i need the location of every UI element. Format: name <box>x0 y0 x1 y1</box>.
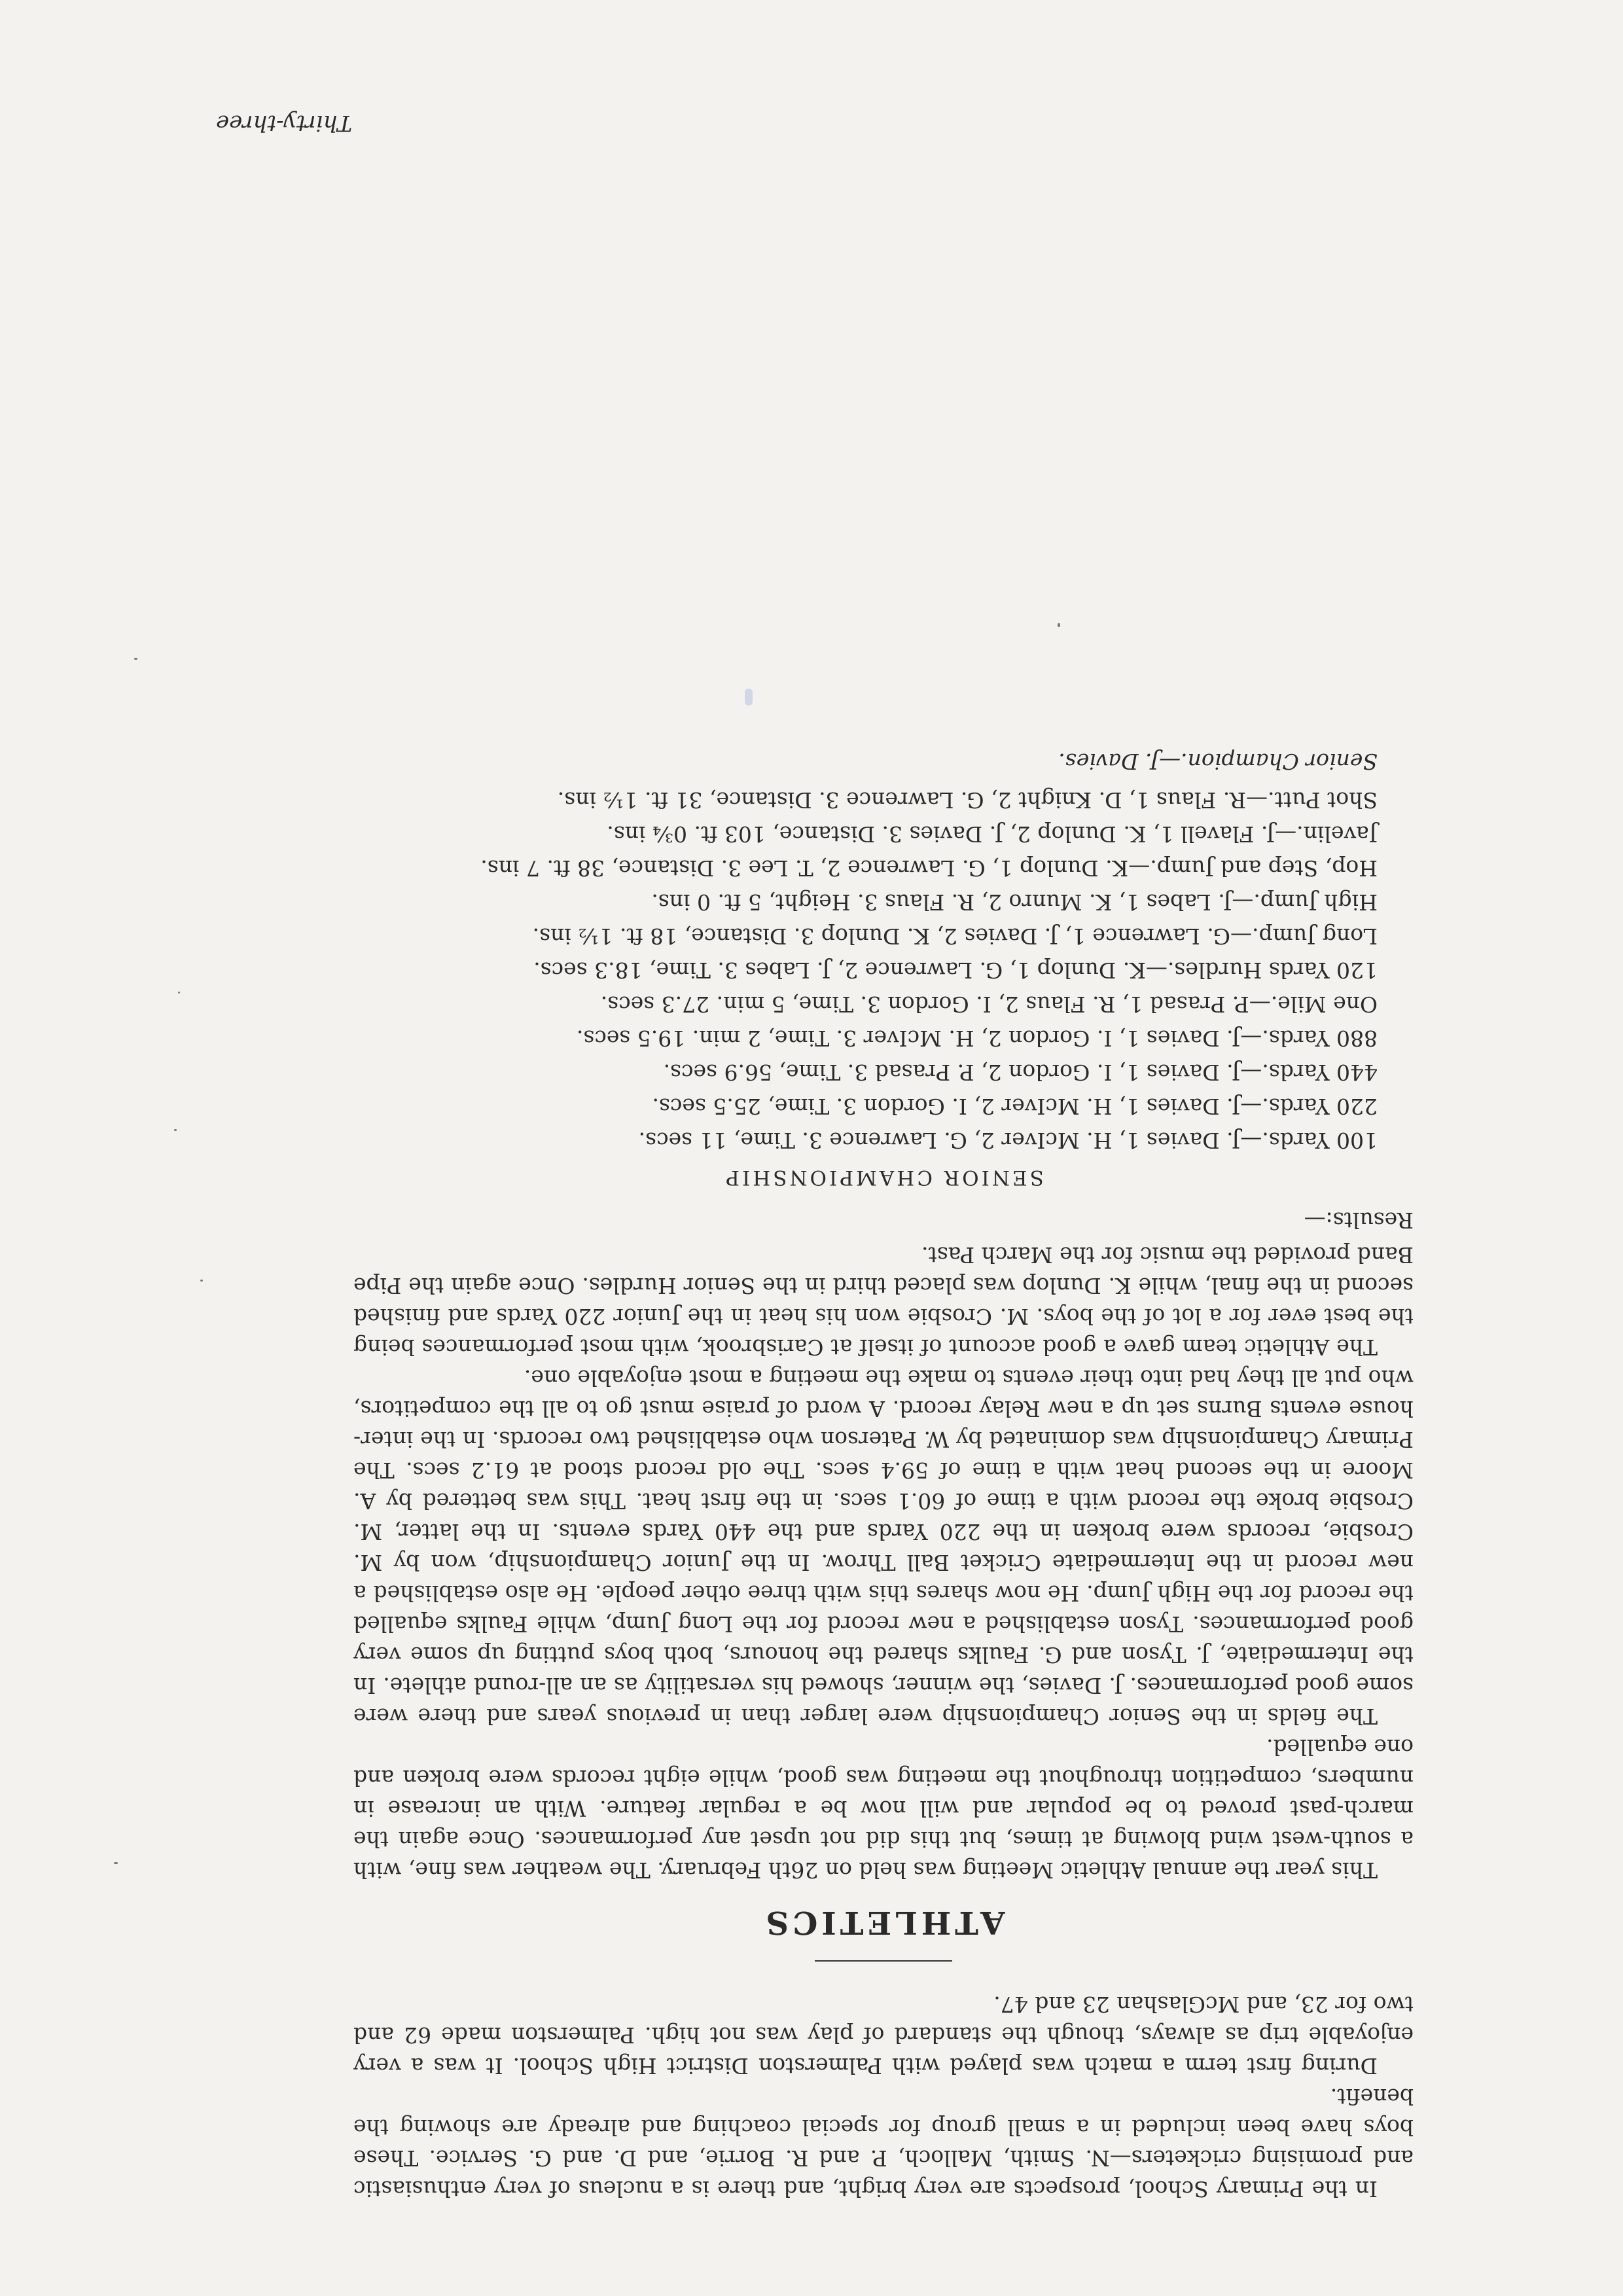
athletics-heading: ATHLETICS <box>762 1904 1005 1941</box>
scan-speck <box>1058 623 1060 627</box>
results-list <box>353 785 1414 1155</box>
result-440-yards: 440 Yards.—J. Davies 1, I. Gordon 2, P. Prasad 3. Time, 56.9 secs. <box>663 1060 1378 1085</box>
cricket-paragraph-1: In the Primary School, prospects are very bright, and there is a nucleus of very enthusiastic and promising cricketers—N. Smith, Malloch, P. and R. Borrie, and D. and G. Service. These boys have been included in a small group for special coaching and already are showing the benefit. <box>353 2084 1414 2202</box>
result-220-yards: 220 Yards.—J. Davies 1, H. McIver 2, I. Gordon 3. Time, 25.5 secs. <box>652 1094 1378 1119</box>
result-100-yards: 100 Yards.—J. Davies 1, H. McIver 2, G. Lawrence 3. Time, 11 secs. <box>638 1128 1378 1153</box>
result-long-jump: Long Jump.—G. Lawrence 1, J. Davies 2, K. Dunlop 3. Distance, 18 ft. 1½ ins. <box>532 924 1378 949</box>
result-hop-step-jump: Hop, Step and Jump.—K. Dunlop 1, G. Lawrence 2, T. Lee 3. Distance, 38 ft. 7 ins. <box>480 855 1378 881</box>
scan-speck <box>114 1862 118 1864</box>
result-high-jump: High Jump.—J. Labes 1, K. Munro 2, R. Flaus 3. Height, 5 ft. 0 ins. <box>651 889 1378 915</box>
page-number: Thirty-three <box>216 110 353 136</box>
section-divider <box>815 1960 952 1962</box>
athletics-paragraph-2: The fields in the Senior Championship were larger than in previous years and there were some good performances. J. Davies, the winner, showed his versatility as an all-round athlete. In the Intermediate, J. Tyson and G. Faulks shared the honours, both boys putting up some very good performances. Tyson established a new record for the Long Jump, while Faulks equalled the record for the High Jump. He now shares this with three other people. He also established a new record in the Intermediate Cricket Ball Throw. In the Junior Championship, won by M. Crosbie, records were broken in the 220 Yards and the 440 Yards events. In the latter, M. Crosbie broke the record with a time of 60.1 secs. in the first heat. This was bettered by A. Moore in the second heat with a time of 59.4 secs. The old record stood at 61.2 secs. The Primary Championship was dominated by W. Paterson who established two records. In the inter-house events Burns set up a new Relay record. A word of praise must go to all the competitors, who put all they had into their events to make the meeting a most enjoyable one. <box>353 1365 1414 1729</box>
athletics-paragraph-3: The Athletic team gave a good account of itself at Carisbrook, with most performances being the best ever for a lot of the boys. M. Crosbie won his heat in the Junior 220 Yards and finished second in the final, while K. Dunlop was placed third in the Senior Hurdles. Once again the Pipe Band provided the music for the March Past. <box>353 1242 1414 1360</box>
result-shot-putt: Shot Putt.—R. Flaus 1, D. Knight 2, G. Lawrence 3. Distance, 31 ft. 1½ ins. <box>557 787 1378 813</box>
result-880-yards: 880 Yards.—J. Davies 1, I. Gordon 2, H. McIver 3. Time, 2 min. 19.5 secs. <box>576 1026 1378 1051</box>
cricket-paragraph-2: During first term a match was played with Palmerston District High School. It was a very enjoyable trip as always, though the standard of play was not high. Palmerston made 62 and two for 23, and McGlashan 23 and 47. <box>353 1992 1414 2079</box>
scan-speck <box>134 658 137 660</box>
result-javelin: Javelin.—J. Flavell 1, K. Dunlop 2, J. Davies 3. Distance, 103 ft. 0¾ ins. <box>607 821 1378 847</box>
result-one-mile: One Mile.—P. Prasad 1, R. Flaus 2, I. Gordon 3. Time, 5 min. 27.3 secs. <box>600 992 1378 1017</box>
result-120-yards-hurdles: 120 Yards Hurdles.—K. Dunlop 1, G. Lawrence 2, J. Labes 3. Time, 18.3 secs. <box>533 958 1378 983</box>
senior-champion: Senior Champion.—J. Davies. <box>1058 749 1378 774</box>
senior-championship-heading: SENIOR CHAMPIONSHIP <box>723 1166 1044 1189</box>
scan-speck <box>174 1129 177 1131</box>
athletics-paragraph-1: This year the annual Athletic Meeting was held on 26th February. The weather was fine, with a south-west wind blowing at times, but this did not upset any performances. Once again the march-past proved to be popular and will now be a regular feature. With an increase in numbers, competition throughout the meeting was good, while eight records were broken and one equalled. <box>353 1734 1414 1883</box>
results-label: Results:— <box>1304 1208 1414 1233</box>
scan-speck <box>178 992 180 994</box>
text-column <box>353 749 1414 2204</box>
ink-stain <box>745 689 753 706</box>
scan-speck <box>200 1280 203 1282</box>
